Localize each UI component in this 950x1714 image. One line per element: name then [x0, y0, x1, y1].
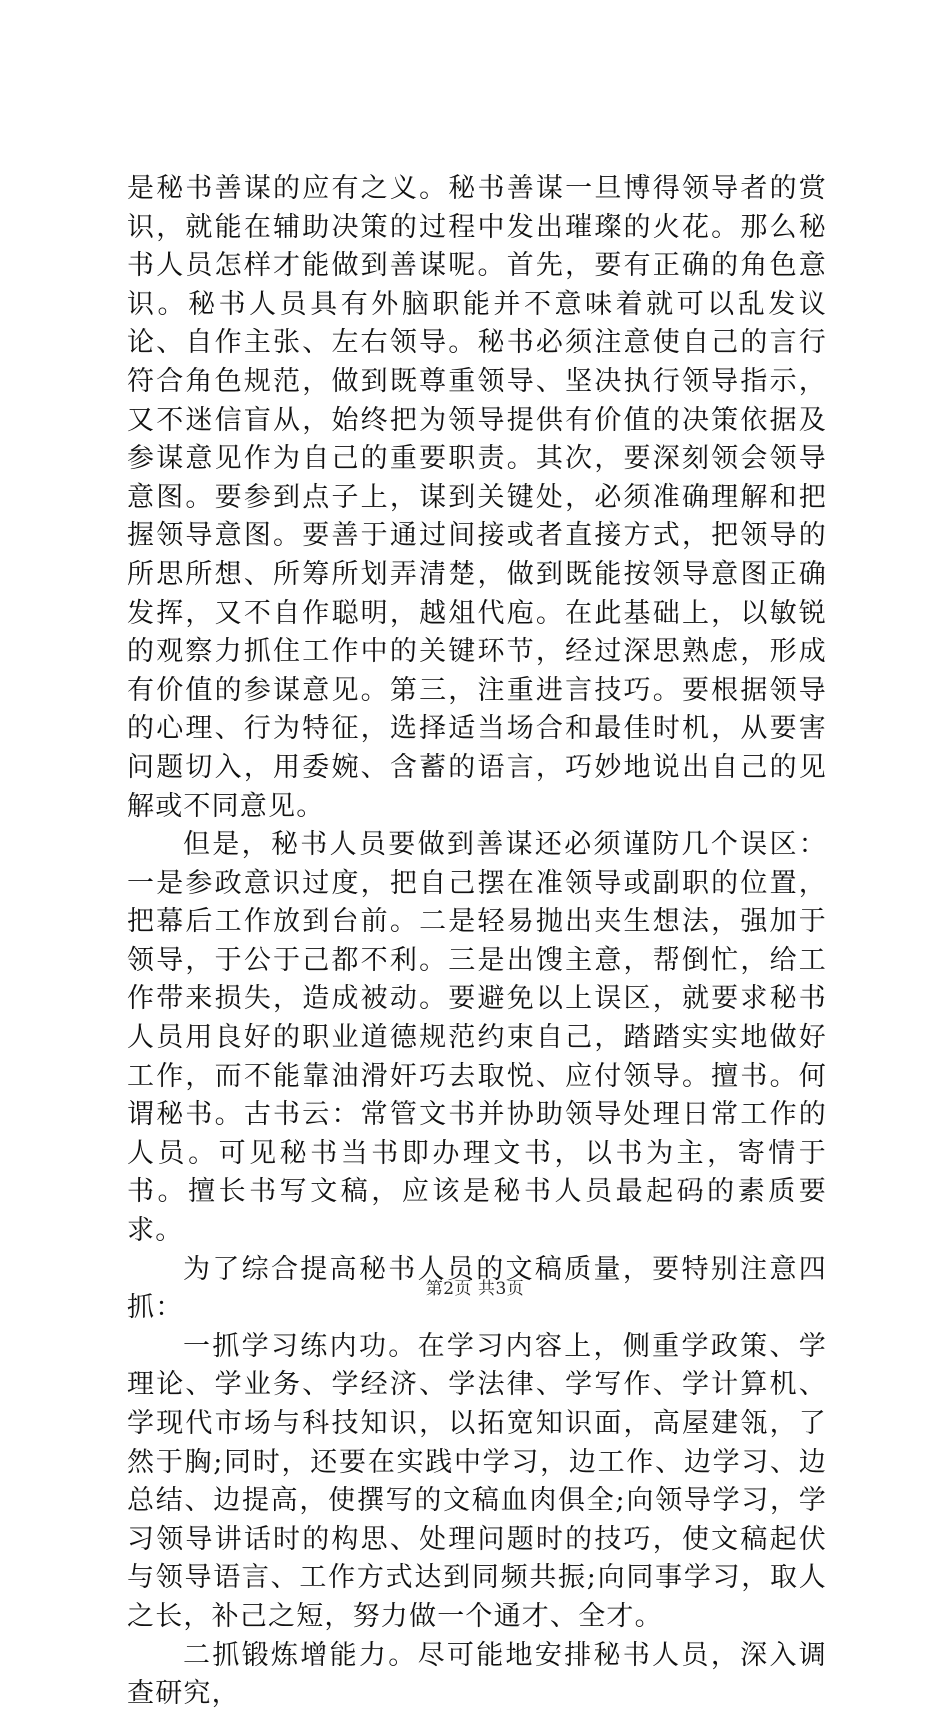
- paragraph-5: 二抓锻炼增能力。尽可能地安排秘书人员，深入调查研究，: [127, 1639, 827, 1710]
- paragraph-4: 一抓学习练内功。在学习内容上，侧重学政策、学理论、学业务、学经济、学法律、学写作、学计算机、学现代市场与科技知识，以拓宽知识面，高屋建瓴，了然于胸;同时，还要在实践中学习，边工作、边学习、边总结、边提高，使撰写的文稿血肉俱全;向领导学习，学习领导讲话时的构思、处理问题时的技巧，使文稿起伏与领导语言、工作方式达到同频共振;向同事学习，取人之长，补己之短，努力做一个通才、全才。: [127, 1330, 827, 1632]
- paragraph-1: 是秘书善谋的应有之义。秘书善谋一旦博得领导者的赏识，就能在辅助决策的过程中发出璀璨的火花。那么秘书人员怎样才能做到善谋呢。首先，要有正确的角色意识。秘书人员具有外脑职能并不意味着就可以乱发议论、自作主张、左右领导。秘书必须注意使自己的言行符合角色规范，做到既尊重领导、坚决执行领导指示，又不迷信盲从，始终把为领导提供有价值的决策依据及参谋意见作为自己的重要职责。其次，要深刻领会领导意图。要参到点子上，谋到关键处，必须准确理解和把握领导意图。要善于通过间接或者直接方式，把领导的所思所想、所筹所划弄清楚，做到既能按领导意图正确发挥，又不自作聪明，越俎代庖。在此基础上，以敏锐的观察力抓住工作中的关键环节，经过深思熟虑，形成有价值的参谋意见。第三，注重进言技巧。要根据领导的心理、行为特征，选择适当场合和最佳时机，从要害问题切入，用委婉、含蓄的语言，巧妙地说出自己的见解或不同意见。: [127, 173, 827, 822]
- paragraph-2: 但是，秘书人员要做到善谋还必须谨防几个误区：一是参政意识过度，把自己摆在准领导或副职的位置，把幕后工作放到台前。二是轻易抛出夹生想法，强加于领导，于公于己都不利。三是出馊主意，帮倒忙，给工作带来损失，造成被动。要避免以上误区，就要求秘书人员用良好的职业道德规范约束自己，踏踏实实地做好工作，而不能靠油滑奸巧去取悦、应付领导。擅书。何谓秘书。古书云：常管文书并协助领导处理日常工作的人员。可见秘书当书即办理文书，以书为主，寄情于书。擅长书写文稿，应该是秘书人员最起码的素质要求。: [127, 829, 827, 1247]
- page-number-footer: 第2页 共3页: [425, 1279, 525, 1299]
- document-body: [127, 170, 827, 1714]
- paragraph-3: 为了综合提高秘书人员的文稿质量，要特别注意四抓：: [127, 1253, 827, 1324]
